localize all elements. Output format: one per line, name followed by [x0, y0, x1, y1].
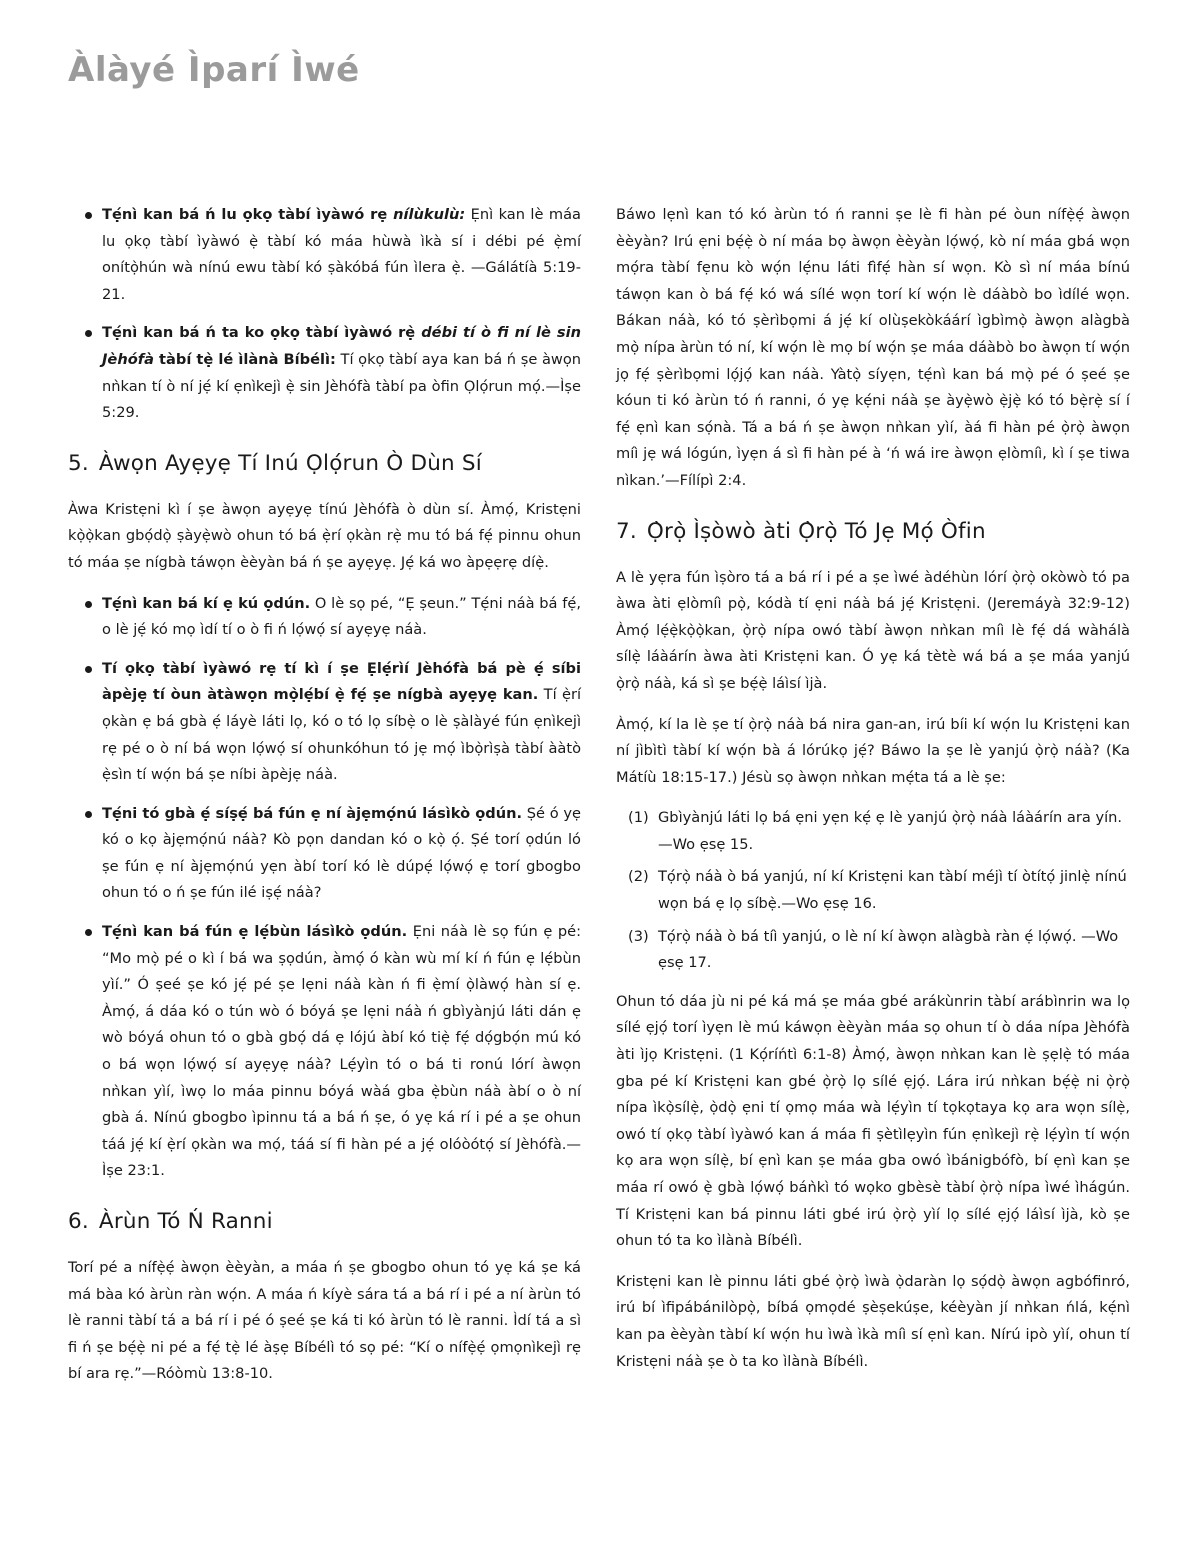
- section-number: 7.: [616, 518, 637, 544]
- left-column: [68, 202, 581, 1402]
- bullet-text: Ṣé ó yẹ kó o kọ àjẹmọ́nú náà? Kò pọn dandan kó o kọ̀ ọ́. Ṣé torí ọdún ló ṣe fún ẹ ní àjẹmọ́nú yẹn àbí torí kó lè dúpẹ́ lọ́wọ́ ẹ torí gbogbo ohun tó o ń ṣe fún ilé iṣẹ́ náà?: [102, 804, 581, 902]
- bullet-lead: Tẹ́nì kan bá ń lu ọkọ tàbí ìyàwó rẹ: [102, 206, 394, 223]
- list-item: [68, 320, 581, 426]
- bullet-text: Ẹnì kan lè máa lu ọkọ tàbí ìyàwó ẹ̀ tàbí kó máa hùwà ìkà sí i débi pé ẹ̀mí onítọ̀hún wà nínú ewu tàbí kó ṣàkóbá fún ìlera ẹ̀. —Gálátíà 5:19-21.: [102, 206, 581, 303]
- step-text: Tọ́rọ̀ náà ò bá tíì yanjú, o lè ní kí àwọn alàgbà ràn ẹ́ lọ́wọ́. —Wo ẹsẹ 17.: [658, 927, 1119, 972]
- list-item: [616, 924, 1130, 977]
- list-item: [68, 591, 581, 644]
- section-6-continued: Báwo lẹnì kan tó kó àrùn tó ń ranni ṣe lè fi hàn pé òun nífẹ̀ẹ́ àwọn èèyàn? Irú ẹni bẹ́ẹ̀ ò ní máa bọ àwọn èèyàn lọ́wọ́, kò ní máa gbá wọn mọ́ra tàbí fẹnu kò wọ́n lẹ́nu láti fìfẹ́ hàn sí wọn. Kò sì ní máa bínú táwọn kan ò bá fẹ́ kó wá sílé wọn torí kí wọ́n lè dáàbò bo ìdílé wọn. Bákan náà, kó tó ṣèrìbọmi á jẹ́ kí olùṣekòkáárí ìgbìmọ̀ àwọn alàgbà mọ̀ nípa àrùn tó ní, kí wọ́n lè mọ bí wọ́n ṣe máa dáàbò bo àwọn tí wọ́n jọ fẹ́ ṣèrìbọmi lọ́jọ́ kan náà. Yàtọ̀ síyẹn, tẹ́nì kan bá mọ̀ pé ó ṣeé ṣe kóun ti kó àrùn tó ń ranni, ó yẹ kẹ́ni náà ṣe àyẹ̀wò ẹ̀jẹ̀ kó tó bẹ̀rẹ̀ sí í fẹ́ ẹnì kan sọ́nà. Tá a bá ń ṣe àwọn nǹkan yìí, àá fi hàn pé ọ̀rọ̀ àwọn míì jẹ wá lógún, ìyẹn á sì fi hàn pé à ‘ń wá ire àwọn ẹlòmíì, kì í ṣe tiwa nìkan.’—Fílípì 2:4.: [616, 206, 1130, 489]
- bullet-text: Ẹni náà lè sọ fún ẹ pé: “Mo mọ̀ pé o kì í bá wa ṣọdún, àmọ́ ó kàn wù mí kí ń fún ẹ lẹ́bùn yìí.” Ó ṣeé ṣe kó jẹ́ pé ṣe lẹni náà kàn ń fi ẹ̀mí ọ̀làwọ́ hàn sí ẹ. Àmọ́, á dáa kó o tún wò ó bóyá ṣe lẹni náà ń gbìyànjú láti dán ẹ wò bóyá ohun tó o gbà gbọ́ dá ẹ lójú àbí kó tiẹ̀ fẹ́ dọ́gbọ́n mú kó o bá wọn lọ́wọ́ sí ayẹyẹ náà? Lẹ́yìn tó o bá ti ronú lórí àwọn nǹkan yìí, ìwọ lo máa pinnu bóyá wàá gba ẹ̀bùn náà àbí o ò ní gbà á. Nínú gbogbo ìpinnu tá a bá ń ṣe, ó yẹ ká rí i pé a ṣe ohun táá jẹ́ kí ẹ̀rí ọkàn wa mọ́, táá sí fi hàn pé a jẹ́ olóòótọ́ sí Jèhófà.—Ìṣe 23:1.: [102, 923, 581, 1180]
- section-7-paragraph-1: A lè yẹra fún ìṣòro tá a bá rí i pé a ṣe ìwé àdéhùn lórí ọ̀rọ̀ okòwò tó pa àwa àti ẹlòmíì pọ̀, kódà tí ẹni náà bá jẹ́ Kristẹni. (Jeremáyà 32:9-12) Àmọ́ lẹ́ẹ̀kọ̀ọ̀kan, ọ̀rọ̀ nípa owó tàbí àwọn nǹkan míì lè fẹ́ dá wàhálà sílẹ̀ láàárín àwa àti Kristẹni kan. Ó yẹ ká tètè wá bá a ṣe máa yanjú ọ̀rọ̀ náà, ká sì ṣe bẹ́ẹ̀ láìsí ìjà.: [616, 568, 1130, 692]
- section-number: 5.: [68, 450, 89, 476]
- right-column: [616, 202, 1130, 1389]
- section-title: Ọ̀rọ̀ Ìṣòwò àti Ọ̀rọ̀ Tó Jẹ Mọ́ Òfin: [646, 518, 986, 544]
- section-title: Àwọn Ayẹyẹ Tí Inú Ọlọ́run Ò Dùn Sí: [98, 450, 482, 476]
- step-marker: (2): [628, 868, 649, 886]
- section-7-paragraph-2: Àmọ́, kí la lè ṣe tí ọ̀rọ̀ náà bá nira gan-an, irú bíi kí wọ́n lu Kristẹni kan ní jìbìtì tàbí kí wọ́n bà á lórúkọ jẹ́? Báwo la ṣe lè yanjú ọ̀rọ̀ náà? (Ka Mátíù 18:15-17.) Jésù sọ àwọn nǹkan mẹ́ta tá a lè ṣe:: [616, 715, 1130, 786]
- list-item: [616, 805, 1130, 858]
- section-7-heading: [616, 517, 1130, 547]
- section-7-paragraph-4: Kristẹni kan lè pinnu láti gbé ọ̀rọ̀ ìwà ọ̀daràn lọ sọ́dọ̀ àwọn agbófinró, irú bí ìfipábánilòpọ̀, bíbá ọmọdé ṣèṣekúṣe, kéèyàn jí nǹkan ńlá, kẹ́nì kan pa èèyàn tàbí kí wọ́n hu ìwà ìkà míì sí ẹnì kan. Nírú ipò yìí, ohun tí Kristẹni náà ṣe ò ta ko ìlànà Bíbélì.: [616, 1272, 1130, 1370]
- bullet-text: O lè sọ pé, “Ẹ ṣeun.” Tẹ́ni náà bá fẹ́, o lè jẹ́ kó mọ ìdí tí o ò fi ń lọ́wọ́ sí ayẹyẹ náà.: [102, 594, 581, 639]
- section-number: 6.: [68, 1209, 89, 1234]
- step-marker: (3): [628, 927, 649, 945]
- list-item: [68, 656, 581, 789]
- bullet-lead: Tẹ́nì kan bá fún ẹ lẹ́bùn lásìkò ọdún.: [102, 923, 408, 941]
- list-item: [616, 864, 1130, 917]
- list-item: [68, 202, 581, 308]
- running-head: Àlàyé Ìparí Ìwé: [68, 50, 360, 90]
- bullet-lead: Tí ọkọ tàbí ìyàwó rẹ tí kì í ṣe Ẹlẹ́rìí Jèhófà bá pè ẹ́ síbi àpèjẹ tí òun àtàwọn mọ̀lẹ́bí ẹ̀ fẹ́ ṣe nígbà ayẹyẹ kan.: [102, 659, 581, 704]
- bullet-lead: Tẹ́nì kan bá ń ta ko ọkọ tàbí ìyàwó rẹ̀: [102, 324, 422, 342]
- bullet-lead: Tẹ́ni tó gbà ẹ́ síṣẹ́ bá fún ẹ ní àjẹmọ́nú lásìkò ọdún.: [102, 804, 523, 822]
- bullet-lead: Tẹ́nì kan bá kí ẹ kú ọdún.: [102, 594, 311, 612]
- steps-list: [616, 805, 1130, 977]
- section-title: Àrùn Tó Ń Ranni: [98, 1209, 273, 1234]
- section-5-intro: Àwa Kristẹni kì í ṣe àwọn ayẹyẹ tínú Jèhófà ò dùn sí. Àmọ́, Kristẹni kọ̀ọ̀kan gbọ́dọ̀ ṣàyẹ̀wò ohun tó bá ẹ̀rí ọkàn rẹ̀ mu tó bá fẹ́ pinnu ohun tó máa ṣe nígbà táwọn èèyàn bá ń ṣe ayẹyẹ. Jẹ́ ká wo àpẹẹrẹ díẹ̀.: [68, 500, 581, 571]
- list-item: [68, 919, 581, 1185]
- section-6-paragraph: Torí pé a nífẹ̀ẹ́ àwọn èèyàn, a máa ń ṣe gbogbo ohun tó yẹ ká ṣe ká má bàa kó àrùn ràn wọ́n. A máa ń kíyè sára tá a bá rí i pé a ní àrùn tó lè ranni tàbí tá a bá rí i pé ó ṣeé ṣe ká ti kó àrùn tó lè ranni. Ìdí tá a sì fi ń ṣe bẹ́ẹ̀ ni pé a fẹ́ tẹ̀ lé àṣẹ Bíbélì tó sọ pé: “Kí o nífẹ̀ẹ́ ọmọnìkejì rẹ bí ara rẹ.”—Róòmù 13:8-10.: [68, 1259, 581, 1383]
- step-text: Gbìyànjú láti lọ bá ẹni yẹn kẹ́ ẹ lè yanjú ọ̀rọ̀ náà láàárín ara yín.—Wo ẹsẹ 15.: [658, 809, 1123, 853]
- section-7-paragraph-3: Ohun tó dáa jù ni pé ká má ṣe máa gbé arákùnrin tàbí arábìnrin wa lọ sílé ẹjọ́ torí ìyẹn lè mú káwọn èèyàn máa sọ ohun tí ò dáa nípa Jèhófà àti ìjọ Kristẹni. (1 Kọ́ríńtì 6:1-8) Àmọ́, àwọn nǹkan kan lè ṣẹlẹ̀ tó máa gba pé kí Kristẹni kan gbé ọ̀rọ̀ lọ sílé ẹjọ́. Lára irú nǹkan bẹ́ẹ̀ ni ọ̀rọ̀ nípa ìkọ̀sílẹ̀, ọ̀dọ̀ ẹni tí ọmọ máa wà lẹ́yìn tí tọkọtaya kọ ara wọn sílẹ̀, owó tí ọkọ tàbí ìyàwó kan á máa fi ṣètìlẹyìn fún ẹnìkejì rẹ̀ lẹ́yìn tí wọ́n kọ ara wọn sílẹ̀, bí ẹnì kan ṣe máa gba owó ìbánigbófò, bí ẹnì kan ṣe máa rí owó ẹ̀ gbà lọ́wọ́ báǹkì tó wọko gbèsè tàbí ọ̀rọ̀ nípa ìwé ìhágún. Tí Kristẹni kan bá pinnu láti gbé irú ọ̀rọ̀ yìí lọ sílé ẹjọ́ láìsí ìjà, kò ṣe ohun tó ta ko ìlànà Bíbélì.: [616, 992, 1130, 1250]
- bullet-lead-italic: nílùkulù:: [393, 206, 466, 223]
- bullet-text: Tí ọkọ tàbí aya kan bá ń ṣe àwọn nǹkan tí ò ní jẹ́ kí ẹnìkejì ẹ̀ sin Jèhófà tàbí pa òfin Ọlọ́run mọ́.—Ìṣe 5:29.: [102, 350, 582, 422]
- section-5-heading: [68, 449, 581, 479]
- list-item: [68, 801, 581, 907]
- step-marker: (1): [628, 809, 649, 827]
- step-text: Tọ́rọ̀ náà ò bá yanjú, ní kí Kristẹni kan tàbí méjì tí òtítọ́ jinlẹ̀ nínú wọn bá ẹ lọ síbẹ̀.—Wo ẹsẹ 16.: [658, 868, 1127, 913]
- bullet-text: Tí ẹ̀rí ọkàn ẹ bá gbà ẹ́ láyè láti lọ, kó o tó lọ síbẹ̀ o lè ṣàlàyé fún ẹnìkejì rẹ pé o ò ní bá wọn lọ́wọ́ sí ohunkóhun tó jẹ mọ́ ìbọ̀rìṣà tàbí ààtò ẹ̀sìn tí wọ́n bá ṣe níbi àpèjẹ náà.: [102, 686, 582, 784]
- bullet-list-top: [68, 202, 581, 427]
- section-5-bullets: [68, 591, 581, 1185]
- bullet-lead-italic: débi tí ò fi ní lè sin Jèhófà: [102, 324, 582, 368]
- section-6-heading: [68, 1207, 581, 1237]
- bullet-lead-end: tàbí tẹ̀ lé ìlànà Bíbélì:: [153, 350, 336, 368]
